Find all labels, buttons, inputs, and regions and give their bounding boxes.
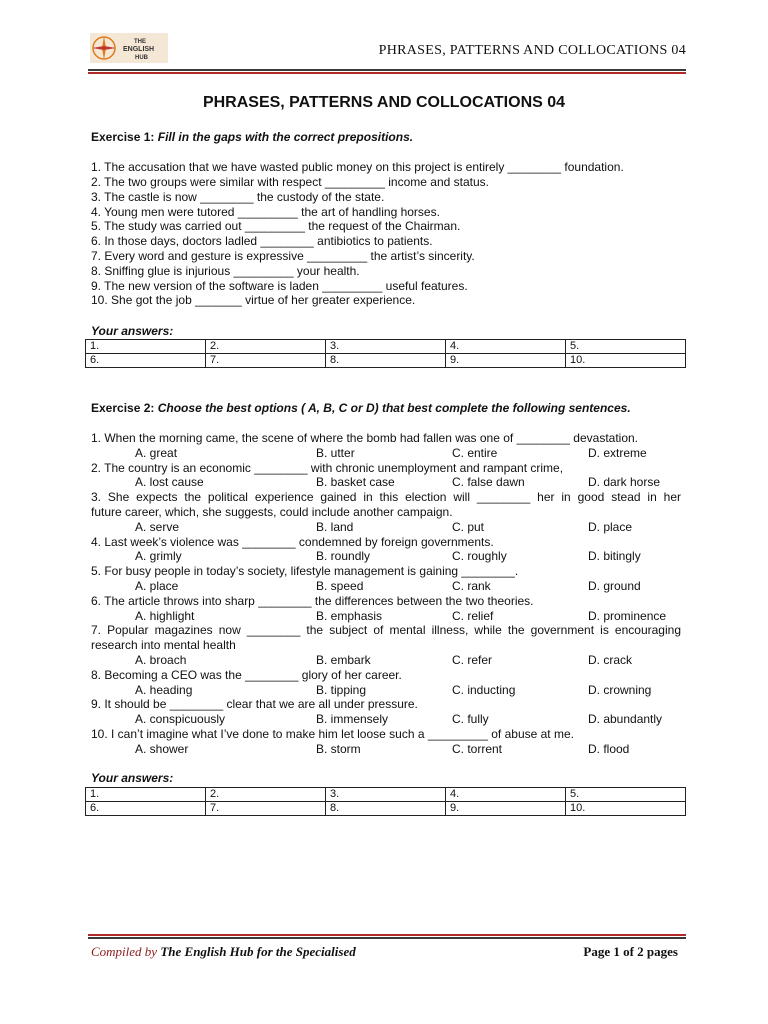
answer-option: D. place bbox=[588, 519, 633, 534]
answer-option: C. refer bbox=[452, 653, 493, 667]
answer-cell[interactable]: 2. bbox=[206, 340, 326, 354]
exercise-2-question-line: 10. I can’t imagine what I’ve done to make him let loose such a _________ of abuse at me. bbox=[91, 727, 574, 741]
exercise-2-question-line: 1. When the morning came, the scene of where the bomb had fallen was one of ________ devastation. bbox=[91, 431, 639, 445]
exercise-2-options bbox=[91, 549, 681, 564]
answer-option: A. shower bbox=[135, 741, 189, 756]
exercise-2-question-line: research into mental health bbox=[91, 638, 236, 653]
answer-option: B. utter bbox=[316, 445, 355, 460]
answer-cell[interactable]: 7. bbox=[206, 802, 326, 816]
answer-cell[interactable]: 4. bbox=[446, 788, 566, 802]
exercise-1-item: 5. The study was carried out _________ the request of the Chairman. bbox=[91, 219, 461, 233]
answer-option: C. torrent bbox=[452, 741, 503, 756]
answer-option: D. crack bbox=[588, 653, 633, 667]
answer-option: D. crowning bbox=[588, 682, 652, 697]
exercise-2-instruction: Choose the best options ( A, B, C or D) that best complete the following sentences. bbox=[157, 401, 631, 415]
table-row bbox=[86, 340, 686, 354]
logo-text-english: ENGLISH bbox=[123, 46, 155, 53]
exercise-1-item: 8. Sniffing glue is injurious _________ your health. bbox=[91, 264, 360, 278]
exercise-2-question-line: future career, which, she suggests, could include another campaign. bbox=[91, 505, 453, 519]
exercise-2-question-line: 4. Last week’s violence was ________ condemned by foreign governments. bbox=[91, 534, 494, 549]
answer-option: A. grimly bbox=[135, 549, 182, 564]
answer-cell[interactable]: 8. bbox=[326, 802, 446, 816]
table-row bbox=[86, 802, 686, 816]
answer-cell[interactable]: 5. bbox=[566, 340, 686, 354]
exercise-2-question-line: 6. The article throws into sharp ________ the differences between the two theories. bbox=[91, 593, 534, 608]
exercise-1-item: 6. In those days, doctors ladled ________ antibiotics to patients. bbox=[91, 234, 433, 248]
answer-option: D. flood bbox=[588, 741, 630, 756]
exercise-2-options bbox=[91, 446, 681, 461]
header-title: PHRASES, PATTERNS AND COLLOCATIONS 04 bbox=[378, 43, 686, 58]
footer-compiled-by: Compiled by bbox=[91, 944, 158, 959]
exercise-2-heading bbox=[91, 401, 631, 415]
exercise-2-options bbox=[91, 475, 681, 490]
exercise-1-item: 7. Every word and gesture is expressive _________ the artist’s sincerity. bbox=[91, 249, 475, 263]
answer-cell[interactable]: 8. bbox=[326, 354, 446, 368]
exercise-1-answer-table bbox=[85, 339, 686, 368]
page-header bbox=[88, 30, 686, 68]
page-title: PHRASES, PATTERNS AND COLLOCATIONS 04 bbox=[202, 94, 566, 111]
answer-option: C. relief bbox=[452, 608, 494, 623]
footer-organisation: The English Hub for the Specialised bbox=[160, 944, 356, 959]
exercise-2-question-line: 2. The country is an economic ________ with chronic unemployment and rampant crime, bbox=[91, 460, 564, 475]
answer-option: C. roughly bbox=[452, 549, 507, 564]
answer-option: D. ground bbox=[588, 579, 641, 593]
footer-credit bbox=[91, 944, 356, 960]
answer-cell[interactable]: 4. bbox=[446, 340, 566, 354]
exercise-2-question-line: 7. Popular magazines now ________ the subject of mental illness, while the government is encouraging bbox=[91, 623, 681, 638]
answer-option: B. basket case bbox=[316, 475, 395, 490]
answer-option: D. prominence bbox=[588, 608, 667, 623]
exercise-2-question-line: 8. Becoming a CEO was the ________ glory of her career. bbox=[91, 667, 402, 682]
exercise-2-question-line: 3. She expects the political experience gained in this election will ________ her in good stead in her bbox=[91, 490, 681, 505]
answer-option: C. fully bbox=[452, 712, 489, 727]
answer-cell[interactable]: 1. bbox=[86, 788, 206, 802]
exercise-1-answers-label: Your answers: bbox=[91, 324, 174, 338]
answer-cell[interactable]: 7. bbox=[206, 354, 326, 368]
answer-option: A. great bbox=[135, 445, 178, 460]
answer-option: A. highlight bbox=[135, 608, 195, 623]
answer-option: C. false dawn bbox=[452, 475, 525, 490]
answer-option: B. embark bbox=[316, 653, 371, 667]
answer-option: B. immensely bbox=[316, 712, 389, 727]
exercise-2-options bbox=[91, 579, 681, 594]
answer-cell[interactable]: 9. bbox=[446, 802, 566, 816]
exercise-2-options bbox=[91, 742, 681, 757]
header-divider bbox=[88, 69, 686, 71]
exercise-2-options bbox=[91, 683, 681, 698]
logo-text-the: THE bbox=[134, 39, 146, 45]
exercise-1-instruction: Fill in the gaps with the correct prepositions. bbox=[157, 130, 414, 144]
footer-divider bbox=[88, 937, 686, 939]
answer-cell[interactable]: 2. bbox=[206, 788, 326, 802]
answer-option: B. emphasis bbox=[316, 608, 383, 623]
answer-option: A. broach bbox=[135, 653, 187, 667]
exercise-2-question-line: 5. For busy people in today’s society, lifestyle management is gaining ________. bbox=[91, 564, 519, 579]
answer-cell[interactable]: 6. bbox=[86, 802, 206, 816]
answer-option: D. extreme bbox=[588, 445, 647, 460]
answer-option: B. tipping bbox=[316, 682, 367, 697]
answer-option: C. entire bbox=[452, 445, 498, 460]
exercise-2-label: Exercise 2: bbox=[91, 401, 155, 415]
answer-option: C. put bbox=[452, 519, 485, 534]
exercise-1-item: 10. She got the job _______ virtue of her greater experience. bbox=[91, 293, 416, 307]
answer-option: A. lost cause bbox=[135, 475, 204, 490]
answer-option: B. storm bbox=[316, 741, 361, 756]
exercise-1-heading bbox=[91, 130, 413, 144]
english-hub-logo bbox=[90, 33, 168, 63]
answer-option: B. land bbox=[316, 519, 354, 534]
exercise-1-item: 9. The new version of the software is laden _________ useful features. bbox=[91, 279, 468, 293]
exercise-1-label: Exercise 1: bbox=[91, 130, 155, 144]
answer-option: C. rank bbox=[452, 579, 491, 593]
answer-option: C. inducting bbox=[452, 682, 516, 697]
answer-option: D. abundantly bbox=[588, 712, 663, 727]
exercise-2-options bbox=[91, 520, 681, 535]
exercise-1-item: 1. The accusation that we have wasted public money on this project is entirely ________ foundation. bbox=[91, 160, 624, 174]
exercise-1-item: 4. Young men were tutored _________ the art of handling horses. bbox=[91, 205, 440, 219]
answer-cell[interactable]: 3. bbox=[326, 788, 446, 802]
exercise-2-options bbox=[91, 712, 681, 727]
footer-divider-accent bbox=[88, 934, 686, 936]
answer-cell[interactable]: 10. bbox=[566, 802, 686, 816]
answer-option: A. place bbox=[135, 579, 179, 593]
answer-option: D. dark horse bbox=[588, 475, 661, 490]
answer-option: A. serve bbox=[135, 519, 180, 534]
exercise-1-item: 2. The two groups were similar with respect _________ income and status. bbox=[91, 175, 489, 189]
table-row bbox=[86, 788, 686, 802]
exercise-1-item: 3. The castle is now ________ the custody of the state. bbox=[91, 190, 385, 204]
answer-cell[interactable]: 3. bbox=[326, 340, 446, 354]
exercise-2-answers-label: Your answers: bbox=[91, 771, 174, 785]
answer-option: A. heading bbox=[135, 682, 193, 697]
exercise-2-question-line: 9. It should be ________ clear that we are all under pressure. bbox=[91, 697, 418, 712]
exercise-2-options bbox=[91, 653, 681, 668]
logo-text-hub: HUB bbox=[135, 55, 148, 61]
exercise-2-options bbox=[91, 609, 681, 624]
answer-option: A. conspicuously bbox=[135, 712, 226, 727]
answer-cell[interactable]: 5. bbox=[566, 788, 686, 802]
table-row bbox=[86, 354, 686, 368]
answer-cell[interactable]: 6. bbox=[86, 354, 206, 368]
header-divider-accent bbox=[88, 72, 686, 74]
answer-cell[interactable]: 1. bbox=[86, 340, 206, 354]
answer-option: B. speed bbox=[316, 579, 364, 593]
answer-option: B. roundly bbox=[316, 549, 371, 564]
exercise-2-answer-table bbox=[85, 787, 686, 816]
answer-option: D. bitingly bbox=[588, 549, 641, 564]
answer-cell[interactable]: 9. bbox=[446, 354, 566, 368]
page-number: Page 1 of 2 pages bbox=[583, 944, 678, 959]
answer-cell[interactable]: 10. bbox=[566, 354, 686, 368]
